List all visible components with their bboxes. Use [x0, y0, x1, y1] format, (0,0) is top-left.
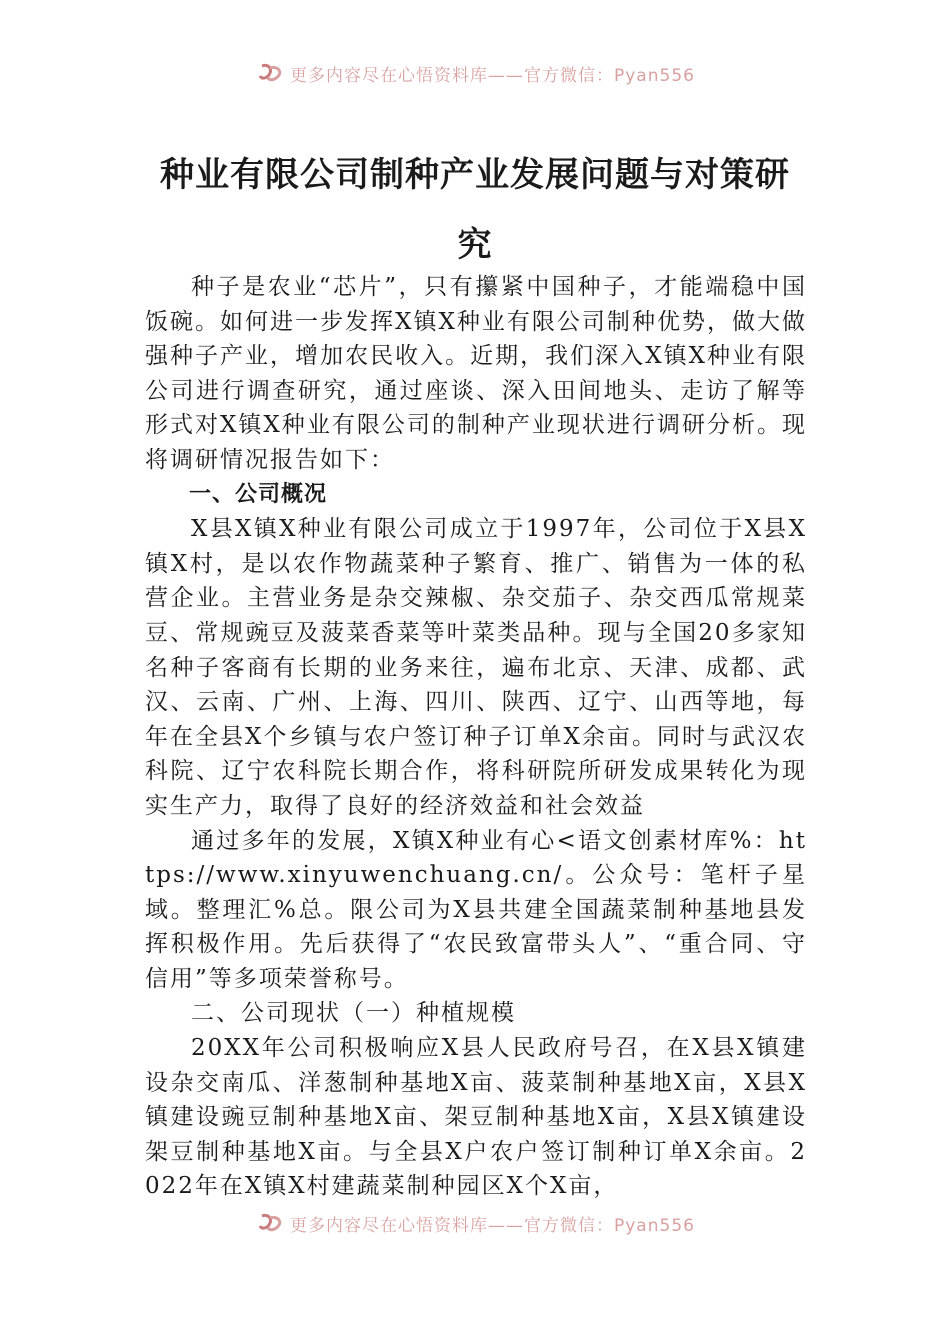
footer-watermark-banner — [258, 1210, 695, 1236]
planting-scale-paragraph: 20XX年公司积极响应X县人民政府号召，在X县X镇建设杂交南瓜、洋葱制种基地X亩、菠菜制种基地X亩，X县X镇建设豌豆制种基地X亩、架豆制种基地X亩，X县X镇建设架豆制种基地X亩。与全县X户农户签订制种订单X余亩。2022年在X镇X村建蔬菜制种园区X个X亩， — [145, 1035, 807, 1200]
intro-paragraph: 种子是农业“芯片”，只有攥紧中国种子，才能端稳中国饭碗。如何进一步发挥X镇X种业有限公司制种优势，做大做强种子产业，增加农民收入。近期，我们深入X镇X种业有限公司进行调查研究，通过座谈、深入田间地头、走访了解等形式对X镇X种业有限公司的制种产业现状进行调研分析。现将调研情况报告如下： — [145, 274, 807, 473]
brand-logo-icon — [258, 62, 284, 84]
header-watermark-text: 更多内容尽在心悟资料库——官方微信：Pyan556 — [290, 65, 695, 86]
title-line-2: 究 — [457, 225, 493, 265]
footer-watermark-text: 更多内容尽在心悟资料库——官方微信：Pyan556 — [290, 1215, 695, 1236]
section-heading-company-status: 二、公司现状（一）种植规模 — [191, 1000, 516, 1027]
document-body — [145, 270, 807, 1204]
company-overview-paragraph: X县X镇X种业有限公司成立于1997年，公司位于X县X镇X村，是以农作物蔬菜种子繁育、推广、销售为一体的私营企业。主营业务是杂交辣椒、杂交茄子、杂交西瓜常规菜豆、常规豌豆及菠菜香菜等叶菜类品种。现与全国20多家知名种子客商有长期的业务来往，遍布北京、天津、成都、武汉、云南、广州、上海、四川、陕西、辽宁、山西等地，每年在全县X个乡镇与农户签订种子订单X余亩。同时与武汉农科院、辽宁农科院长期合作，将科研院所研发成果转化为现实生产力，取得了良好的经济效益和社会效益 — [145, 516, 807, 819]
development-paragraph: 通过多年的发展，X镇X种业有心<语文创素材库%：https://www.xinyuwenchuang.cn/。公众号：笔杆子星域。整理汇%总。限公司为X县共建全国蔬菜制种基地县发挥积极作用。先后获得了“农民致富带头人”、“重合同、守信用”等多项荣誉称号。 — [145, 827, 807, 992]
header-watermark-banner — [258, 60, 695, 86]
document-title — [150, 140, 800, 280]
section-heading-company-overview: 一、公司概况 — [189, 481, 328, 507]
brand-logo-icon — [258, 1212, 284, 1234]
title-line-1: 种业有限公司制种产业发展问题与对策研 — [160, 155, 790, 195]
